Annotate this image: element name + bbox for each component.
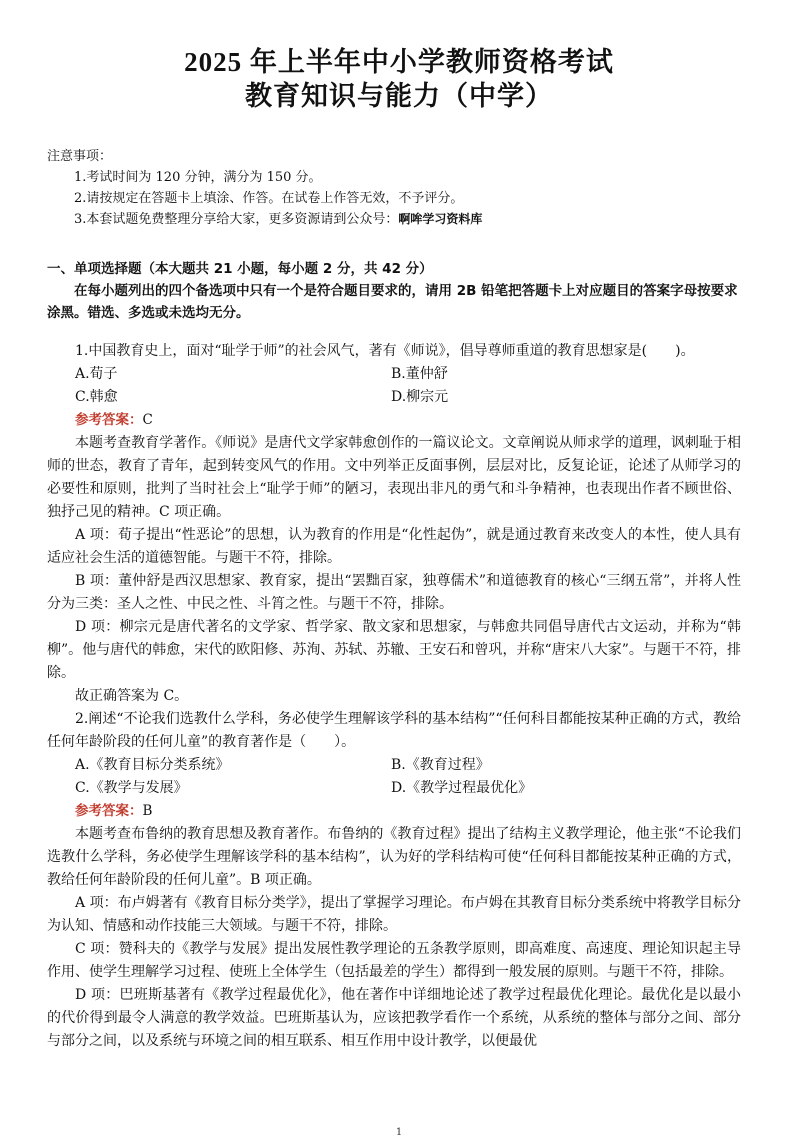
questions-body [47, 340, 741, 1053]
section-heading: 一、单项选择题（本大题共 21 小题，每小题 2 分，共 42 分） [47, 261, 433, 277]
option-d: D.柳宗元 [391, 389, 449, 405]
notes-item-3-source: 啊哞学习资料库 [398, 212, 483, 226]
notes-block [47, 146, 482, 230]
question-1-stem: 1.中国教育史上，面对“耻学于师”的社会风气，著有《师说》，倡导尊师重道的教育思想家是( )。 [75, 343, 695, 359]
question-1-options [47, 363, 741, 409]
question-2-stem: 2.阐述“不论我们选教什么学科，务必使学生理解该学科的基本结构”“任何科目都能按某种正确的方式，教给任何年龄阶段的任何儿童”的教育著作是（ ）。 [47, 711, 741, 750]
notes-item-1: 1.考试时间为 120 分钟，满分为 150 分。 [74, 170, 322, 185]
notes-item-2: 2.请按规定在答题卡上填涂、作答。在试卷上作答无效，不予评分。 [74, 191, 464, 206]
option-c: C.韩愈 [75, 389, 118, 405]
answer-value: C [142, 412, 153, 428]
notes-heading: 注意事项： [47, 149, 113, 164]
page-number: 1 [395, 1127, 403, 1138]
question-2-options [47, 754, 741, 800]
explanation-paragraph: 故正确答案为 C。 [75, 688, 189, 704]
question-2-answer [47, 800, 741, 823]
explanation-paragraph: D 项：柳宗元是唐代著名的文学家、哲学家、散文家和思想家，与韩愈共同倡导唐代古文运动，并称为“韩柳”。他与唐代的韩愈，宋代的欧阳修、苏洵、苏轼、苏辙、王安石和曾巩，并称“唐宋八大家”。与题干不符，排除。 [47, 619, 741, 681]
option-d: D.《教学过程最优化》 [391, 780, 533, 796]
option-a: A.《教育目标分类系统》 [75, 757, 230, 773]
answer-label: 参考答案： [75, 412, 143, 428]
answer-value: B [142, 803, 153, 819]
option-b: B.董仲舒 [391, 366, 448, 382]
section-instruction: 在每小题列出的四个备选项中只有一个是符合题目要求的，请用 2B 铅笔把答题卡上对应题目的答案字母按要求涂黑。错选、多选或未选均无分。 [47, 283, 738, 321]
explanation-paragraph: A 项：荀子提出“性恶论”的思想，认为教育的作用是“化性起伪”，就是通过教育来改变人的本性，使人具有适应社会生活的道德智能。与题干不符，排除。 [47, 527, 741, 566]
explanation-paragraph: B 项：董仲舒是西汉思想家、教育家，提出“罢黜百家，独尊儒术”和道德教育的核心“三纲五常”，并将人性分为三类：圣人之性、中民之性、斗筲之性。与题干不符，排除。 [47, 573, 741, 612]
explanation-paragraph: 本题考查布鲁纳的教育思想及教育著作。布鲁纳的《教育过程》提出了结构主义教学理论，他主张“不论我们选教什么学科，务必使学生理解该学科的基本结构”，认为好的学科结构可使“任何科目都能按某种正确的方式，教给任何年龄阶段的任何儿童”。B 项正确。 [47, 826, 741, 888]
explanation-paragraph: C 项：赞科夫的《教学与发展》提出发展性教学理论的五条教学原则，即高难度、高速度、理论知识起主导作用、使学生理解学习过程、使班上全体学生（包括最差的学生）都得到一般发展的原则。与题干不符，排除。 [47, 941, 741, 980]
explanation-paragraph: 本题考查教育学著作。《师说》是唐代文学家韩愈创作的一篇议论文。文章阐说从师求学的道理，讽刺耻于相师的世态，教育了青年，起到转变风气的作用。文中列举正反面事例，层层对比，反复论证，论述了从师学习的必要性和原则，批判了当时社会上“耻学于师”的陋习，表现出非凡的勇气和斗争精神，也表现出作者不顾世俗、独抒己见的精神。C 项正确。 [47, 435, 741, 520]
answer-label: 参考答案： [75, 803, 143, 819]
notes-item-3 [47, 209, 482, 230]
option-c: C.《教学与发展》 [75, 780, 188, 796]
option-a: A.荀子 [75, 366, 118, 382]
exam-title-line1: 2025 年上半年中小学教师资格考试 [184, 47, 614, 77]
notes-item-3-text: 3.本套试题免费整理分享给大家，更多资源请到公众号： [74, 212, 399, 227]
explanation-paragraph: A 项：布卢姆著有《教育目标分类学》，提出了掌握学习理论。布卢姆在其教育目标分类系统中将教学目标分为认知、情感和动作技能三大领域。与题干不符，排除。 [47, 895, 741, 934]
option-b: B.《教育过程》 [391, 757, 490, 773]
section-header [47, 258, 747, 324]
exam-title-line2: 教育知识与能力（中学） [245, 81, 553, 111]
explanation-paragraph: D 项：巴班斯基著有《教学过程最优化》，他在著作中详细地论述了教学过程最优化理论。最优化是以最小的代价得到最令人满意的教学效益。巴班斯基认为，应该把教学看作一个系统，从系统的整体与部分之间、部分与部分之间，以及系统与环境之间的相互联系、相互作用中设计教学，以便最优 [47, 987, 741, 1049]
question-1-answer [47, 409, 741, 432]
